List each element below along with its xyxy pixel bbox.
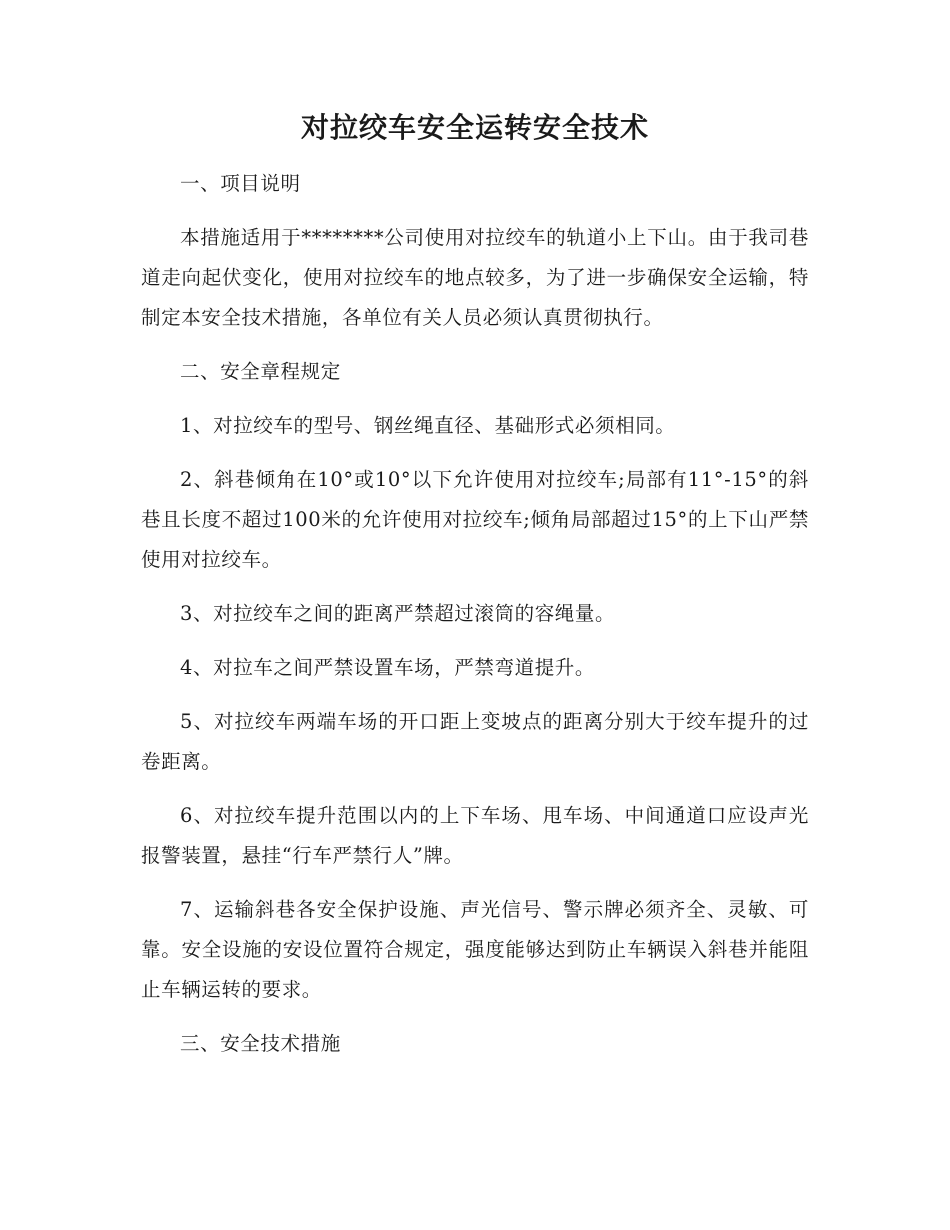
rule-item-5: 5、对拉绞车两端车场的开口距上变坡点的距离分别大于绞车提升的过卷距离。 — [141, 710, 809, 773]
rule-item-7: 7、运输斜巷各安全保护设施、声光信号、警示牌必须齐全、灵敏、可靠。安全设施的安设位置符合规定，强度能够达到防止车辆误入斜巷并能阻止车辆运转的要求。 — [141, 898, 809, 1001]
rule-item-1: 1、对拉绞车的型号、钢丝绳直径、基础形式必须相同。 — [180, 414, 676, 437]
section-heading-project-description: 一、项目说明 — [180, 172, 301, 195]
section-heading-safety-rules: 二、安全章程规定 — [180, 360, 341, 383]
rule-item-3: 3、对拉绞车之间的距离严禁超过滚筒的容绳量。 — [180, 602, 616, 625]
rule-item-6: 6、对拉绞车提升范围以内的上下车场、甩车场、中间通道口应设声光报警装置，悬挂“行车严禁行人”牌。 — [141, 804, 809, 867]
section-heading-technical-measures: 三、安全技术措施 — [180, 1032, 341, 1055]
document-body — [141, 164, 809, 1078]
rule-item-4: 4、对拉车之间严禁设置车场，严禁弯道提升。 — [180, 656, 596, 679]
document-title: 对拉绞车安全运转安全技术 — [300, 111, 649, 144]
rule-item-2: 2、斜巷倾角在10°或10°以下允许使用对拉绞车;局部有11°-15°的斜巷且长度不超过100米的允许使用对拉绞车;倾角局部超过15°的上下山严禁使用对拉绞车。 — [141, 468, 809, 571]
paragraph-scope: 本措施适用于********公司使用对拉绞车的轨道小上下山。由于我司巷道走向起伏变化，使用对拉绞车的地点较多，为了进一步确保安全运输，特制定本安全技术措施，各单位有关人员必须认真贯彻执行。 — [141, 226, 809, 329]
